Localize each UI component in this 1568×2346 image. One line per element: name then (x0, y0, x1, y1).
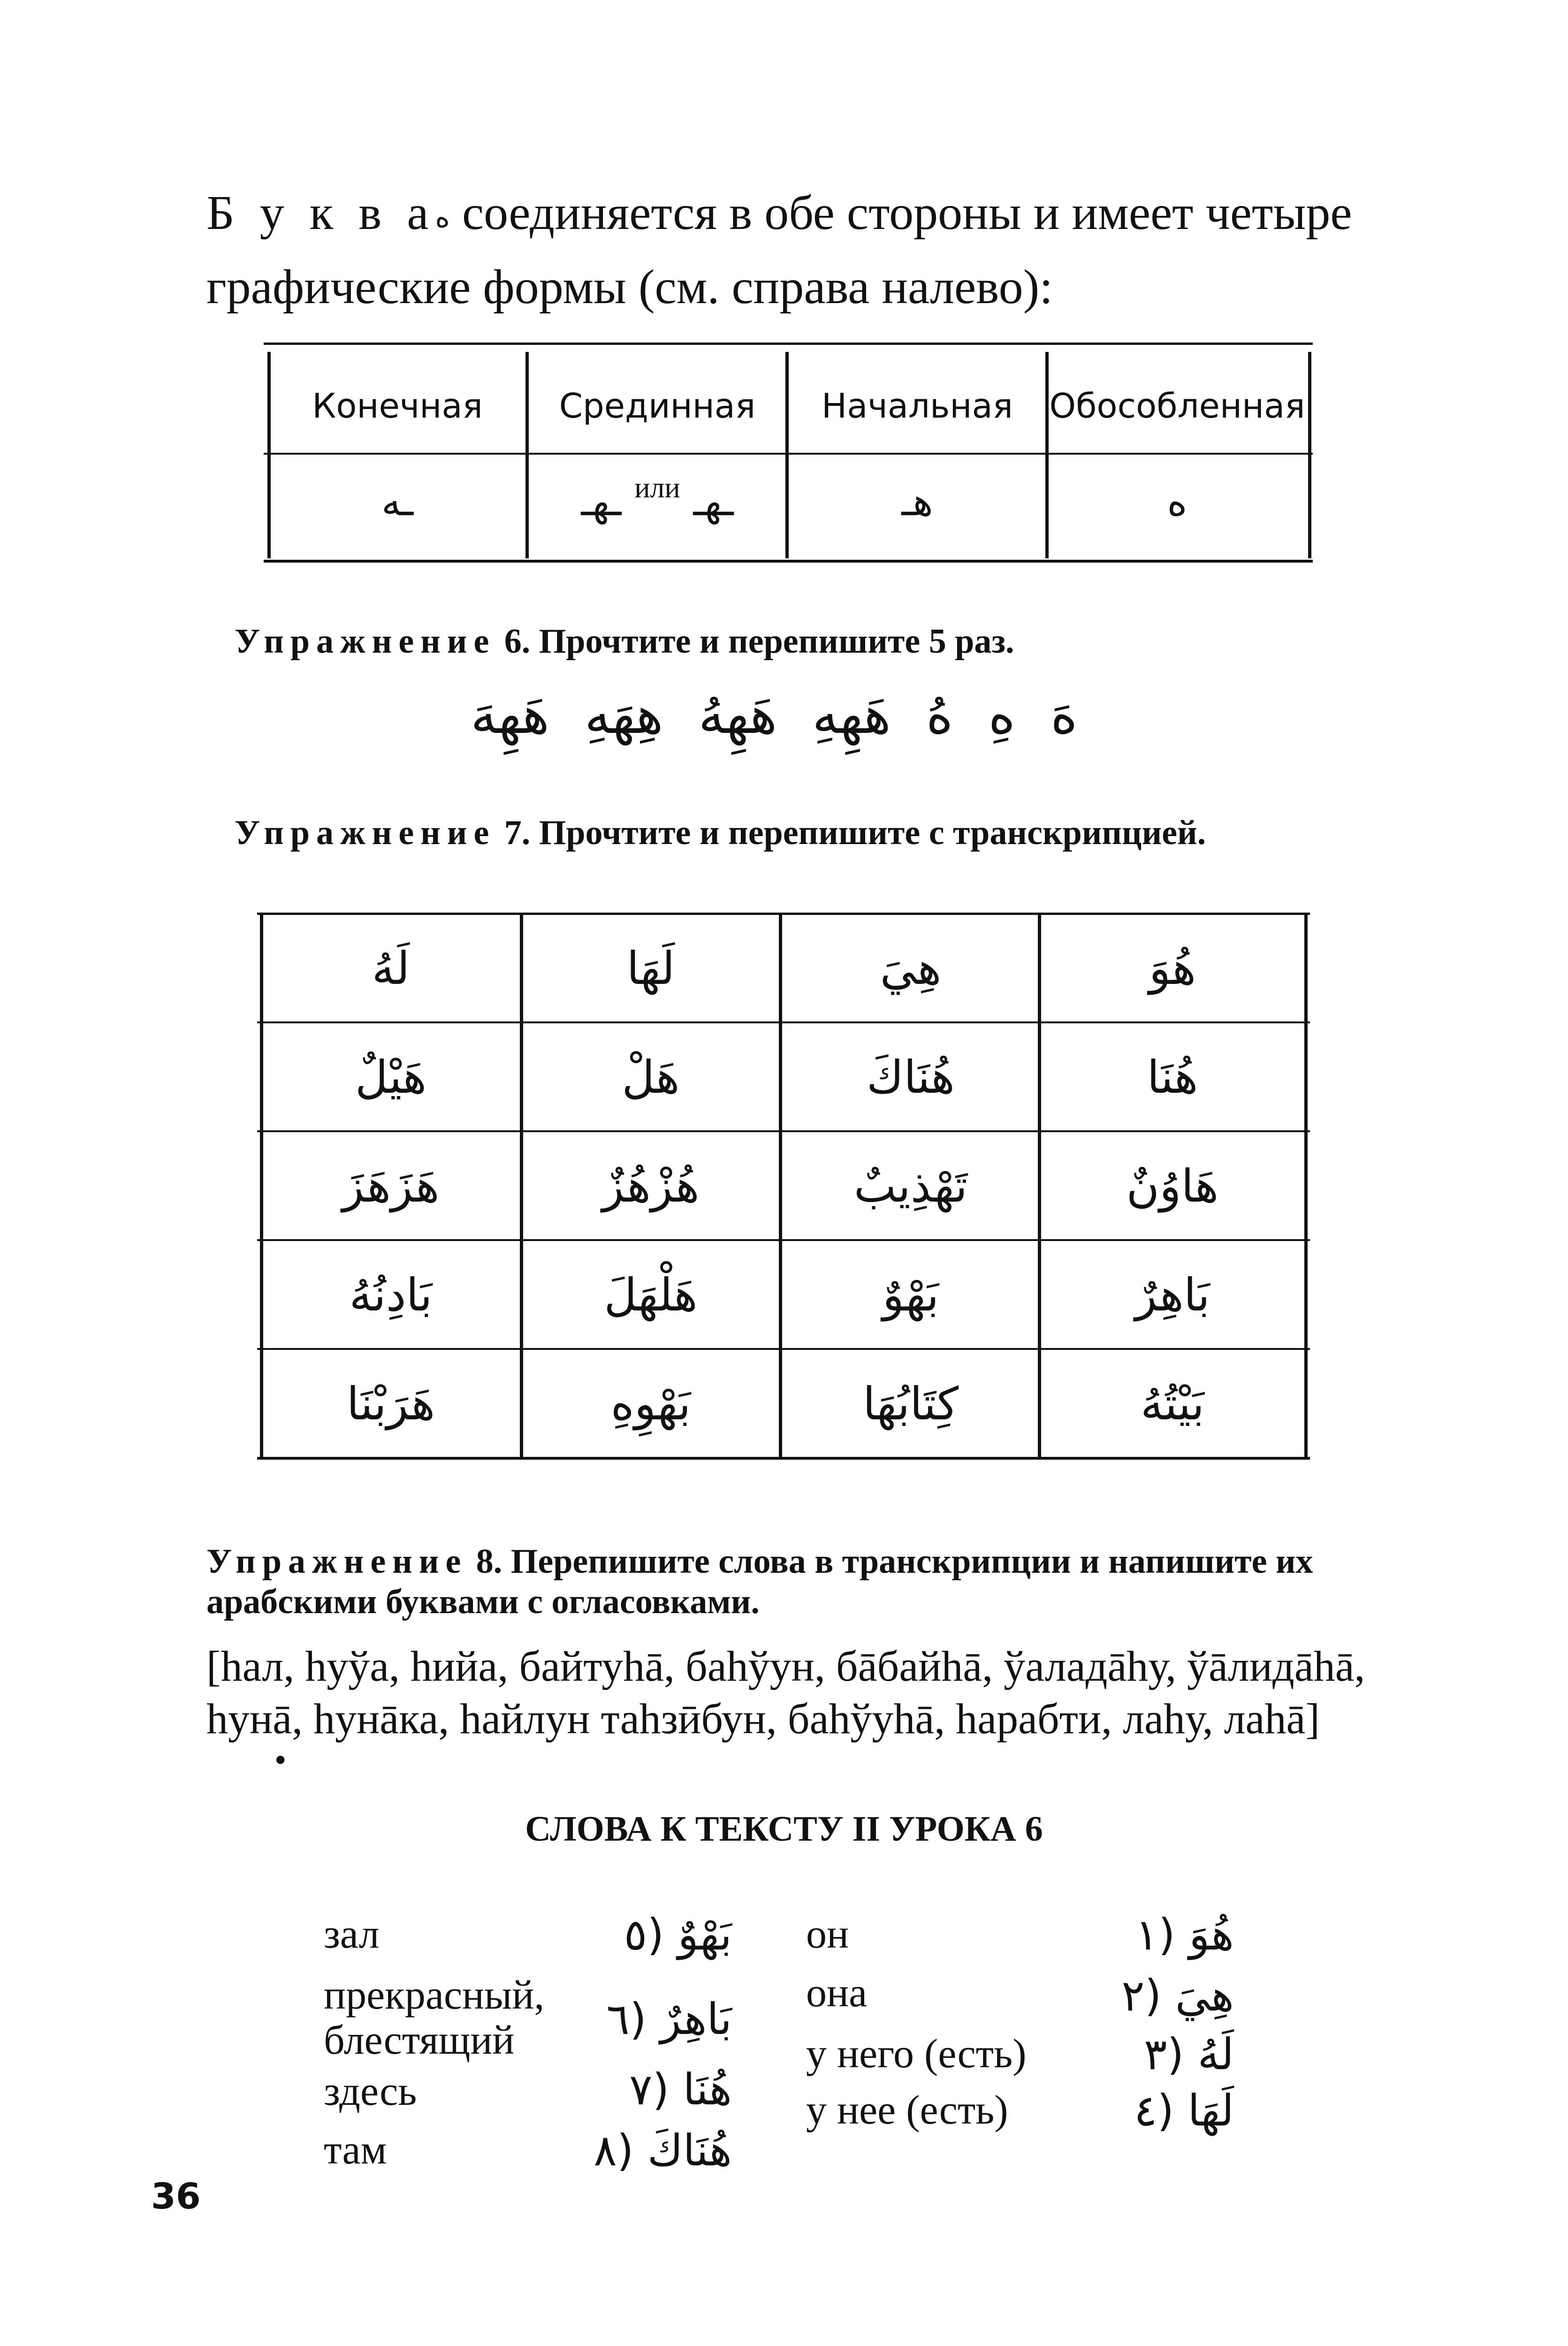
word-cell: كِتَابُهَا (862, 1378, 959, 1430)
vocab-ar: هُنَا (٧ (629, 2064, 732, 2115)
word-cell: هَيْلٌ (355, 1051, 427, 1104)
word-cell: هَلْ (622, 1051, 680, 1104)
vocab-ar: لَهُ (٣ (1144, 2029, 1234, 2079)
vocab-ru: прекрасный, блестящий (324, 1973, 545, 2063)
exercise-6-text: 6. Прочтите и перепишите 5 раз. (504, 622, 1014, 661)
vocab-ar: لَهَا (٤ (1134, 2086, 1234, 2136)
word-cell: هَلْهَلَ (604, 1269, 698, 1321)
initial-form-glyph: هـ (901, 480, 933, 525)
exercise-6-words: هَ هِ هُ هَهِهِ هَهِهُ هِهَهِ هَهِهَ (471, 685, 1078, 745)
exercise-7-label: Упражнение (235, 814, 496, 852)
exercise-8-title (206, 1541, 1408, 1622)
word-cell: لَهُ (372, 942, 410, 995)
vocab-heading: СЛОВА К ТЕКСТУ II УРОКА 6 (525, 1809, 1043, 1849)
intro-lead: Б у к в а (206, 186, 435, 240)
word-cell: تَهْذِيبٌ (853, 1160, 968, 1212)
vocab-ru: у нее (есть) (806, 2087, 1008, 2133)
word-cell: هُوَ (1149, 942, 1196, 995)
vocab-ru: у него (есть) (806, 2031, 1027, 2077)
exercise-6-label: Упражнение (235, 622, 496, 661)
exercise-7-title (235, 813, 1206, 853)
vocab-ar: بَاهِرٌ (٦ (606, 1994, 732, 2044)
word-cell: بَهْوِهِ (610, 1378, 691, 1430)
vocab-ar: هُوَ (١ (1135, 1910, 1234, 1960)
vocab-ar: هُنَاكَ (٨ (594, 2125, 732, 2176)
word-cell: بَيْتُهُ (1140, 1378, 1205, 1430)
word-cell: هَرَبْنَا (346, 1378, 435, 1430)
header-initial: Начальная (822, 386, 1013, 426)
word-cell: هُنَاكَ (867, 1051, 955, 1104)
vocab-ru: там (324, 2127, 387, 2173)
vocab-ru: он (806, 1912, 849, 1957)
final-form-glyph: ـه (381, 480, 413, 525)
medial-form-b: ـهـ (693, 480, 734, 525)
word-cell: بَهْوٌ (882, 1269, 939, 1321)
initial-form (788, 455, 1046, 549)
word-cell: بَادِنُهُ (349, 1269, 433, 1321)
vocab-ar: بَهْوٌ (٥ (624, 1910, 732, 1960)
word-cell: هَزَهَزَ (342, 1160, 440, 1212)
word-cell: هُزْهُزٌ (602, 1160, 700, 1212)
vocab-ru: зал (324, 1912, 380, 1957)
exercise-7-text: 7. Прочтите и перепишите с транскрипцией. (504, 814, 1206, 852)
header-final: Конечная (312, 386, 483, 426)
page-number: 36 (151, 2175, 201, 2217)
exercise-8-text: 8. Перепишите слова в транскрипции и напишите их арабскими буквами с огласовками. (206, 1542, 1313, 1621)
header-medial: Срединная (559, 386, 756, 426)
letter-forms-table (264, 343, 1313, 563)
medial-forms (528, 455, 786, 549)
exercise-8-transcriptions: [hал, hуўа, hийа, байтуhā, баhўун, бāбайhā, ўаладāhу, ўāлидāhā, hунā, hунāка, hайлун таhзӣбун, баhўуhā, hарабти, лаhу, лаhā] (206, 1642, 1365, 1743)
vocab-ar: هِيَ (٢ (1121, 1971, 1234, 2021)
or-word: или (634, 472, 680, 504)
word-cell: هِيَ (880, 942, 942, 995)
word-cell: هُنَا (1147, 1051, 1198, 1104)
intro-paragraph (206, 178, 1426, 322)
vocab-ru: она (806, 1970, 868, 2016)
final-form (268, 455, 526, 549)
isolated-form-glyph: ه (1167, 480, 1187, 525)
exercise-8-label: Упражнение (206, 1542, 468, 1581)
header-isolated: Обособленная (1049, 386, 1305, 426)
isolated-form (1048, 455, 1306, 549)
word-cell: لَهَا (626, 942, 675, 995)
intro-text: соединяется в обе стороны и имеет четыре графические формы (см. справа налево): (206, 186, 1352, 314)
vocab-ru: здесь (324, 2069, 417, 2114)
word-cell: هَاوُنٌ (1126, 1160, 1219, 1212)
stray-dot: • (272, 1744, 289, 1777)
intro-letter: ه (435, 201, 450, 235)
exercise-6-title (235, 622, 1014, 662)
word-cell: بَاهِرٌ (1135, 1269, 1210, 1321)
medial-form-a: ـهـ (581, 480, 622, 525)
words-table (257, 913, 1310, 1466)
